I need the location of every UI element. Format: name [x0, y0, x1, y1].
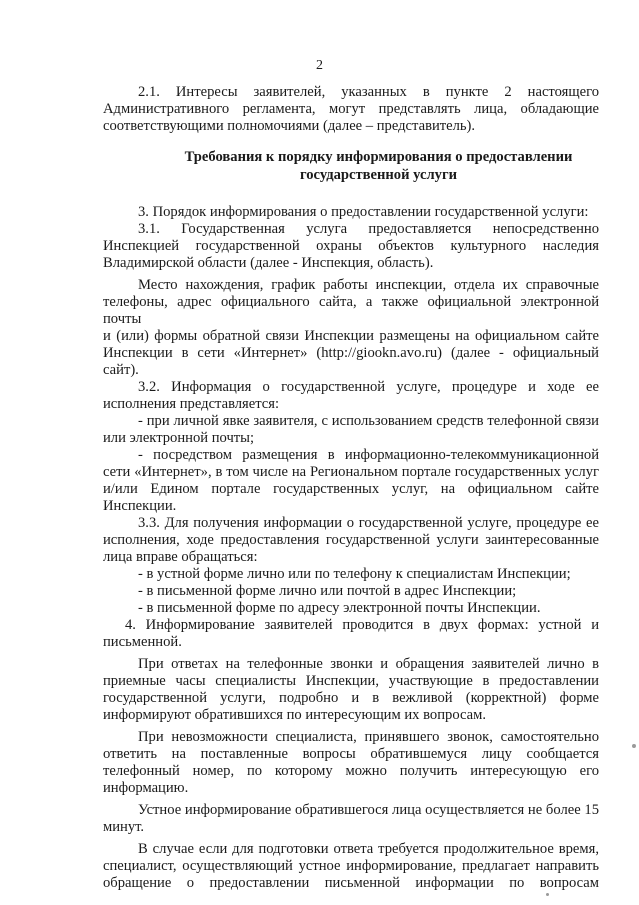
document-body [103, 84, 599, 892]
text-line: 2.1. Интересы заявителей, указанных в пункте 2 настоящего [138, 84, 599, 100]
text-line: 3.1. Государственная услуга предоставляется непосредственно [138, 221, 599, 237]
text-line: - в устной форме лично или по телефону к специалистам Инспекции; [138, 566, 571, 582]
text-line: При невозможности специалиста, принявшего звонок, самостоятельно [138, 729, 599, 745]
text-line: В случае если для подготовки ответа требуется продолжительное время, [138, 841, 599, 857]
text-line: - в письменной форме по адресу электронной почты Инспекции. [138, 600, 541, 616]
text-line: телефоны, адрес официального сайта, а также официальной электронной почты [103, 294, 599, 327]
clause-3 [103, 204, 599, 221]
page-number: 2 [316, 58, 323, 73]
clause-3-1 [103, 221, 599, 272]
duration-paragraph [103, 802, 599, 836]
text-line: Инспекцией государственной охраны объектов культурного наследия [103, 238, 599, 254]
impossibility-paragraph [103, 729, 599, 797]
text-line: сети «Интернет», в том числе на Региональном портале государственных услуг [103, 464, 599, 480]
text-line: и/или Едином портале государственных услуг, на официальном сайте [103, 481, 599, 497]
phone-calls-paragraph [103, 656, 599, 724]
scan-speck [546, 893, 549, 896]
text-line: государственной услуги, подробно и в вежливой (корректной) форме [103, 690, 599, 706]
section-heading [103, 148, 599, 184]
clause-3-3 [103, 515, 599, 566]
text-line: ответить на поставленные вопросы обратившемуся лицу сообщается [103, 746, 599, 762]
text-line: специалист, осуществляющий устное информирование, предлагает направить [103, 858, 599, 874]
longer-time-paragraph [103, 841, 599, 892]
text-line: и (или) формы обратной связи Инспекции размещены на официальном сайте [103, 328, 599, 344]
text-line: - при личной явке заявителя, с использованием средств телефонной связи [138, 413, 599, 429]
heading-line-2: государственной услуги [299, 167, 458, 183]
text-line: соответствующими полномочиями (далее – представитель). [103, 118, 476, 134]
text-line: Владимирской области (далее - Инспекция, область). [103, 255, 434, 271]
bullet-oral [103, 566, 599, 583]
text-line: Инспекции в сети «Интернет» (http://giookn.avo.ru) (далее - официальный сайт). [103, 345, 599, 378]
clause-2-1 [103, 84, 599, 135]
text-line: исполнения представляется: [103, 396, 280, 412]
text-line: Административного регламента, могут представлять лица, обладающие [103, 101, 599, 117]
text-line: 3. Порядок информирования о предоставлении государственной услуги: [138, 204, 589, 220]
text-line: Инспекции. [103, 498, 177, 514]
text-line: письменной. [103, 634, 182, 650]
text-line: Место нахождения, график работы инспекции, отдела их справочные [138, 277, 599, 293]
text-line: телефонный номер, по которому можно получить интересующую его [103, 763, 599, 779]
text-line: Устное информирование обратившегося лица осуществляется не более 15 [138, 802, 599, 818]
text-line: исполнения, ходе предоставления государственной услуги заинтересованные [103, 532, 599, 548]
text-line: минут. [103, 819, 145, 835]
text-line: При ответах на телефонные звонки и обращения заявителей лично в [138, 656, 599, 672]
bullet-personal-visit [103, 413, 599, 447]
scan-speck [632, 744, 636, 748]
text-line: информацию. [103, 780, 189, 796]
text-line: - в письменной форме лично или почтой в адрес Инспекции; [138, 583, 517, 599]
text-line: информируют обратившихся по интересующим их вопросам. [103, 707, 487, 723]
clause-3-2 [103, 379, 599, 413]
text-line: или электронной почты; [103, 430, 255, 446]
heading-line-1: Требования к порядку информирования о предоставлении [184, 149, 573, 165]
bullet-email [103, 600, 599, 617]
text-line: приемные часы специалисты Инспекции, участвующие в предоставлении [103, 673, 599, 689]
location-paragraph [103, 277, 599, 379]
text-line: - посредством размещения в информационно-телекоммуникационной [138, 447, 599, 463]
text-line: обращение о предоставлении письменной информации по вопросам [103, 875, 599, 891]
text-line: 3.3. Для получения информации о государственной услуге, процедуре ее [138, 515, 599, 531]
text-line: 4. Информирование заявителей проводится в двух формах: устной и [125, 617, 599, 633]
text-line: 3.2. Информация о государственной услуге, процедуре и ходе ее [138, 379, 599, 395]
clause-4 [103, 617, 599, 651]
bullet-internet [103, 447, 599, 515]
bullet-written-mail [103, 583, 599, 600]
text-line: лица вправе обращаться: [103, 549, 258, 565]
